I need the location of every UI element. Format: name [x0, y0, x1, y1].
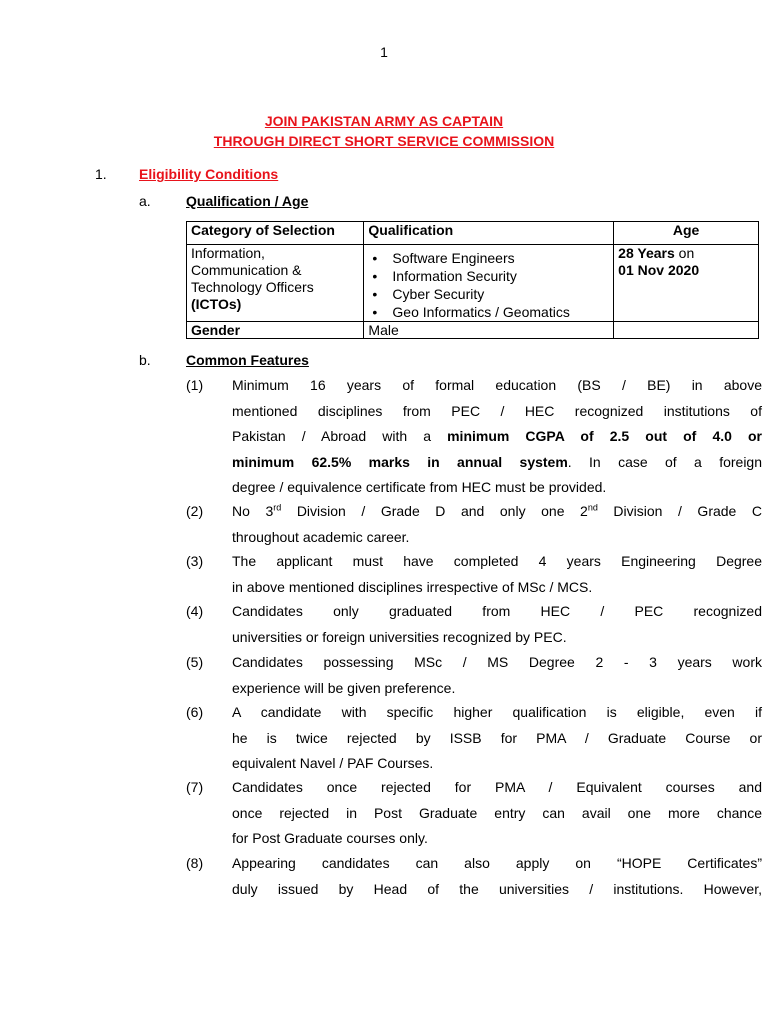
item-text-bold: minimum CGPA of 2.5 out of 4.0 or: [447, 428, 762, 444]
list-item: • Cyber Security: [392, 285, 609, 303]
item-text-line: degree / equivalence certificate from HEC must be provided.: [232, 479, 607, 495]
list-item: [186, 650, 766, 701]
subsection-a-heading: Qualification / Age: [186, 193, 309, 209]
table-header-category: Category of Selection: [187, 222, 364, 245]
item-text-line: Candidates only graduated from HEC / PEC recognized: [232, 603, 762, 619]
item-text-line: The applicant must have completed 4 years Engineering Degree: [232, 553, 762, 569]
list-item: [186, 599, 766, 650]
age-cell: [614, 245, 759, 322]
item-text-line: [232, 450, 762, 476]
list-item: [186, 549, 766, 600]
qualification-table: [186, 221, 759, 339]
item-text: Division / Grade D and only one 2: [281, 503, 588, 519]
item-text-line: for Post Graduate courses only.: [232, 830, 428, 846]
item-text-line: A candidate with specific higher qualification is eligible, even if: [232, 704, 762, 720]
item-text-line: in above mentioned disciplines irrespective of MSc / MCS.: [232, 578, 593, 595]
age-date: 01 Nov 2020: [618, 262, 700, 278]
age-years: 28 Years: [618, 245, 675, 261]
gender-value: Male: [364, 322, 614, 339]
category-cell: [187, 245, 364, 322]
item-text-line: he is twice rejected by ISSB for PMA / Graduate Course or: [232, 729, 762, 746]
gender-label: Gender: [187, 322, 364, 339]
table-header-qualification: Qualification: [364, 222, 614, 245]
subsection-b-heading: Common Features: [186, 352, 309, 368]
item-text-line: [232, 499, 762, 525]
item-text: . In case of a foreign: [567, 453, 762, 470]
item-text-line: experience will be given preference.: [232, 679, 456, 696]
gender-age-empty: [614, 322, 759, 339]
page-number: 1: [380, 44, 388, 60]
superscript: nd: [587, 502, 598, 513]
item-text: Division / Grade C: [597, 503, 763, 519]
item-number: (3): [186, 553, 204, 569]
item-number: (1): [186, 377, 204, 393]
item-text-line: Candidates once rejected for PMA / Equivalent courses and: [232, 779, 762, 795]
item-text-line: mentioned disciplines from PEC / HEC recognized institutions of: [232, 402, 762, 419]
item-text-line: Appearing candidates can also apply on “HOPE Certificates”: [232, 855, 762, 871]
item-text-line: Minimum 16 years of formal education (BS / BE) in above: [232, 377, 762, 393]
subsection-a-number: a.: [139, 193, 151, 209]
list-item: [186, 373, 766, 501]
superscript: rd: [273, 502, 282, 513]
item-text: No 3: [232, 503, 274, 519]
table-row: [187, 322, 759, 339]
subsection-b-number: b.: [139, 352, 151, 368]
category-line: Technology Officers: [191, 279, 314, 295]
list-item: • Information Security: [392, 267, 609, 285]
section-heading: Eligibility Conditions: [139, 166, 279, 182]
document-title-line2: THROUGH DIRECT SHORT SERVICE COMMISSION: [213, 133, 555, 149]
list-item: • Geo Informatics / Geomatics: [392, 303, 609, 321]
item-number: (4): [186, 603, 204, 619]
item-number: (6): [186, 704, 204, 720]
item-text-bold: minimum 62.5% marks in annual system: [232, 453, 568, 470]
list-item: [186, 499, 766, 550]
item-number: (7): [186, 779, 204, 795]
item-number: (2): [186, 503, 204, 519]
category-line: Information,: [191, 245, 265, 261]
item-text-line: Candidates possessing MSc / MS Degree 2 - 3 years work: [232, 654, 762, 670]
item-number: (8): [186, 855, 204, 871]
table-header-row: [187, 222, 759, 245]
qualification-list: [368, 249, 609, 321]
item-text-line: equivalent Navel / PAF Courses.: [232, 755, 434, 771]
item-number: (5): [186, 654, 204, 670]
list-item: • Software Engineers: [392, 249, 609, 267]
age-on: on: [674, 245, 695, 261]
category-abbrev: (ICTOs): [191, 296, 242, 312]
section-number: 1.: [95, 166, 107, 182]
list-item: [186, 851, 766, 902]
item-text-line: duly issued by Head of the universities / institutions. However,: [232, 880, 762, 897]
table-row: [187, 245, 759, 322]
list-item: [186, 700, 766, 777]
category-line: Communication &: [191, 262, 302, 278]
item-text-line: [232, 424, 762, 450]
list-item: [186, 775, 766, 852]
item-text: Pakistan / Abroad with a: [232, 428, 448, 444]
item-text-line: once rejected in Post Graduate entry can avail one more chance: [232, 804, 762, 821]
item-text-line: universities or foreign universities recognized by PEC.: [232, 628, 567, 645]
table-header-age: Age: [614, 222, 759, 245]
qualification-cell: [364, 245, 614, 322]
item-text-line: throughout academic career.: [232, 528, 410, 545]
document-title-line1: JOIN PAKISTAN ARMY AS CAPTAIN: [264, 113, 504, 129]
